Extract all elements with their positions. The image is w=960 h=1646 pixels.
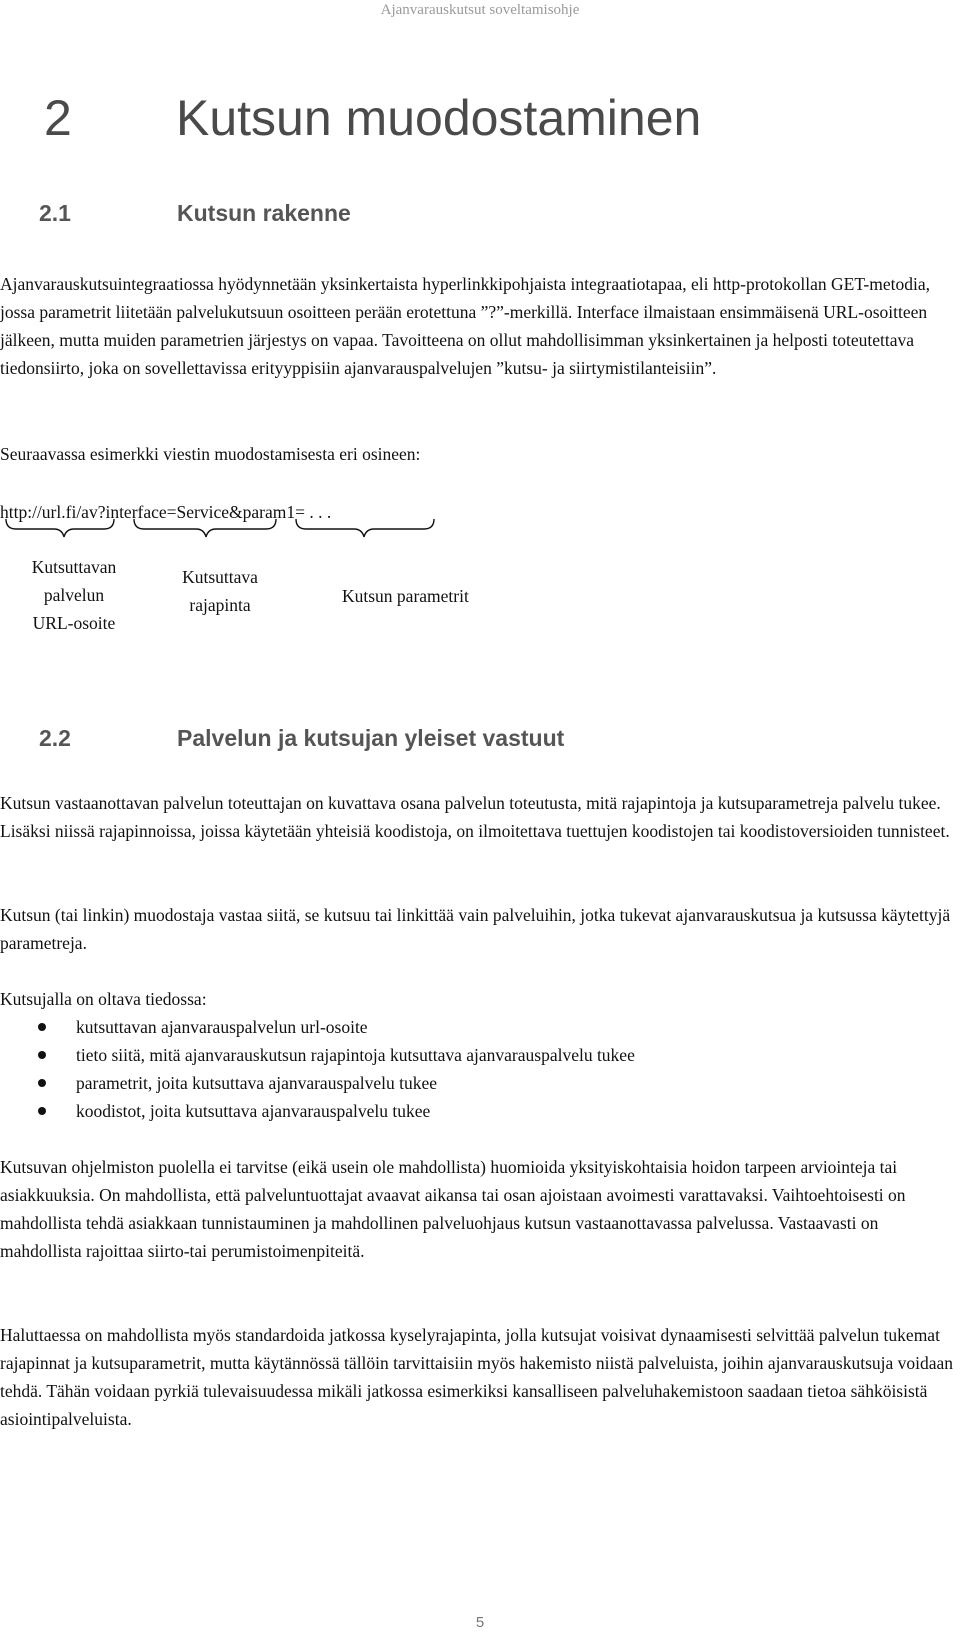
section-title: Palvelun ja kutsujan yleiset vastuut <box>177 725 565 751</box>
label-line: rajapinta <box>189 595 251 615</box>
list-item <box>0 1097 958 1125</box>
caller-knowledge-list <box>0 1013 958 1125</box>
bullet-icon <box>38 1051 46 1059</box>
label-interface <box>158 563 282 619</box>
bullet-icon <box>38 1079 46 1087</box>
page-number: 5 <box>475 1614 485 1631</box>
brace-parameters <box>296 519 434 537</box>
label-line: Kutsuttavan <box>31 557 117 577</box>
list-item-text: kutsuttavan ajanvarauspalvelun url-osoite <box>76 1017 368 1037</box>
bullet-icon <box>38 1023 46 1031</box>
section-number: 2.1 <box>39 200 71 226</box>
chapter-heading <box>44 88 701 148</box>
brace-service-url <box>6 519 114 537</box>
example-url: http://url.fi/av?interface=Service&param1= . . . <box>0 502 332 522</box>
section-number: 2.2 <box>39 725 71 751</box>
list-item-text: tieto siitä, mitä ajanvarauskutsun rajapintoja kutsuttava ajanvarauspalvelu tukee <box>76 1045 635 1065</box>
label-line: URL-osoite <box>32 613 116 633</box>
section-heading-2-1 <box>39 198 351 228</box>
list-item <box>0 1069 958 1097</box>
label-line: palvelun <box>43 585 105 605</box>
caller-knowledge-intro: Kutsujalla on oltava tiedossa: <box>0 989 207 1009</box>
chapter-title: Kutsun muodostaminen <box>176 90 702 146</box>
calling-software-paragraph: Kutsuvan ohjelmiston puolella ei tarvitse (eikä usein ole mahdollista) huomioida yksityiskohtaisia hoidon tarpeen arviointeja tai asiakkuuksia. On mahdollista, että palveluntuottajat avaavat aikansa tai osan ajoistaan avoimesti varattavaksi. Vaihtoehtoisesti on mahdollista tehdä asiakkaan tunnistauminen ja mahdollinen palveluohjaus kutsun vastaanottavassa palvelussa. Vastaavasti on mahdollista rajoittaa siirto-tai perumistoimenpiteitä. <box>0 1157 906 1261</box>
label-line: Kutsuttava <box>182 567 258 587</box>
section-heading-2-2 <box>39 723 564 753</box>
caller-paragraph: Kutsun (tai linkin) muodostaja vastaa siitä, se kutsuu tai linkittää vain palveluihin, jotka tukevat ajanvarauskutsua ja kutsussa käytettyjä parametreja. <box>0 905 951 953</box>
list-item <box>0 1013 958 1041</box>
future-standardization-paragraph: Haluttaessa on mahdollista myös standardoida jatkossa kyselyrajapinta, jolla kutsujat voisivat dynaamisesti selvittää palvelun tukemat rajapinnat ja kutsuparametrit, mutta käytännössä tällöin tarvittaisiin myös hakemisto niistä palveluista, joihin ajanvarauskutsuja voidaan tehdä. Tähän voidaan pyrkiä tulevaisuudessa mikäli jatkossa esimerkiksi kansalliseen palveluhakemistoon saadaan tietoa sähköisistä asiointipalveluista. <box>0 1325 954 1429</box>
section-title: Kutsun rakenne <box>177 200 351 226</box>
running-header: Ajanvarauskutsut soveltamisohje <box>380 2 580 18</box>
responsibilities-paragraph: Kutsun vastaanottavan palvelun toteuttajan on kuvattava osana palvelun toteutusta, mitä rajapintoja ja kutsuparametreja palvelu tukee. Lisäksi niissä rajapinnoissa, joissa käytetään yhteisiä koodistoja, on ilmoitettava tuettujen koodistojen tai koodistoversioiden tunnisteet. <box>0 793 950 841</box>
list-item <box>0 1041 958 1069</box>
label-parameters: Kutsun parametrit <box>342 586 469 606</box>
chapter-number: 2 <box>44 90 72 146</box>
example-intro: Seuraavassa esimerkki viestin muodostamisesta eri osineen: <box>0 444 421 464</box>
brace-interface <box>134 519 276 537</box>
intro-paragraph: Ajanvarauskutsuintegraatiossa hyödynnetään yksinkertaista hyperlinkkipohjaista integraatiotapaa, eli http-protokollan GET-metodia, jossa parametrit liitetään palvelukutsuun osoitteen perään erotettuna ”?”-merkillä. Interface ilmaistaan ensimmäisenä URL-osoitteen jälkeen, mutta muiden parametrien järjestys on vapaa. Tavoitteena on ollut mahdollisimman yksinkertainen ja helposti toteutettava tiedonsiirto, joka on sovellettavissa erityyppisiin ajanvarauspalvelujen ”kutsu- ja siirtymistilanteisiin”. <box>0 274 931 378</box>
list-item-text: koodistot, joita kutsuttava ajanvarauspalvelu tukee <box>76 1101 431 1121</box>
label-service-url <box>4 553 144 637</box>
bullet-icon <box>38 1107 46 1115</box>
list-item-text: parametrit, joita kutsuttava ajanvarauspalvelu tukee <box>76 1073 438 1093</box>
